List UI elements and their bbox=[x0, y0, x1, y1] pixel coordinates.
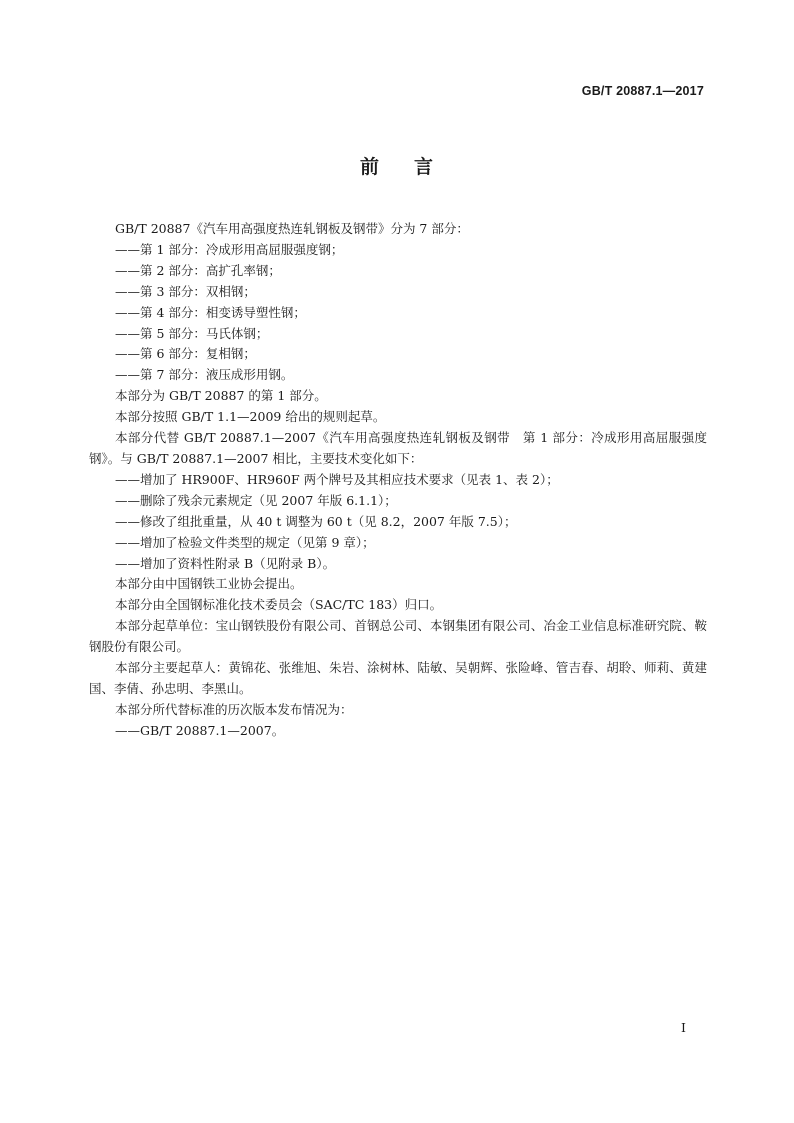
standard-code-header: GB/T 20887.1—2017 bbox=[581, 84, 704, 98]
list-item-change-3: ——修改了组批重量，从 40 t 调整为 60 t（见 8.2，2007 年版 7.5）； bbox=[115, 513, 517, 529]
page-title-char-1: 前 bbox=[359, 156, 380, 178]
page-title bbox=[0, 152, 794, 179]
list-item-change-1: ——增加了 HR900F、HR960F 两个牌号及其相应技术要求（见表 1、表 2）； bbox=[115, 471, 559, 487]
paragraph-part-statement: 本部分为 GB/T 20887 的第 1 部分。 bbox=[115, 388, 327, 404]
list-item-change-4: ——增加了检验文件类型的规定（见第 9 章）； bbox=[115, 534, 375, 550]
list-item-part-1: ——第 1 部分：冷成形用高屈服强度钢； bbox=[115, 241, 344, 257]
paragraph-replacement: 本部分代替 GB/T 20887.1—2007《汽车用高强度热连轧钢板及钢带 第 1 部分：冷成形用高屈服强度钢》。与 GB/T 20887.1—2007 相比，主要技术变化如下： bbox=[89, 430, 707, 466]
paragraph-intro: GB/T 20887《汽车用高强度热连轧钢板及钢带》分为 7 部分： bbox=[115, 221, 469, 236]
list-item-history-1: ——GB/T 20887.1—2007。 bbox=[115, 722, 285, 738]
list-item-part-5: ——第 5 部分：马氏体钢； bbox=[115, 325, 269, 341]
paragraph-drafting-units: 本部分起草单位：宝山钢铁股份有限公司、首钢总公司、本钢集团有限公司、冶金工业信息标准研究院、鞍钢股份有限公司。 bbox=[89, 618, 707, 655]
list-item-part-7: ——第 7 部分：液压成形用钢。 bbox=[115, 367, 294, 383]
list-item-part-4: ——第 4 部分：相变诱导塑性钢； bbox=[115, 304, 306, 320]
foreword-body bbox=[89, 219, 707, 742]
list-item-part-6: ——第 6 部分：复相钢； bbox=[115, 346, 256, 362]
paragraph-history-intro: 本部分所代替标准的历次版本发布情况为： bbox=[115, 701, 353, 717]
paragraph-drafting-rules: 本部分按照 GB/T 1.1—2009 给出的规则起草。 bbox=[115, 409, 386, 425]
paragraph-drafters: 本部分主要起草人：黄锦花、张维旭、朱岩、涂树林、陆敏、吴朝辉、张险峰、管吉春、胡聆、师莉、黄建国、李倩、孙忠明、李黑山。 bbox=[89, 660, 707, 696]
paragraph-proposed-by: 本部分由中国钢铁工业协会提出。 bbox=[115, 576, 303, 592]
page-title-char-2: 言 bbox=[414, 156, 435, 178]
page-number: I bbox=[681, 1020, 686, 1035]
list-item-part-2: ——第 2 部分：高扩孔率钢； bbox=[115, 262, 281, 278]
list-item-part-3: ——第 3 部分：双相钢； bbox=[115, 283, 256, 299]
paragraph-centralized-by: 本部分由全国钢标准化技术委员会（SAC/TC 183）归口。 bbox=[115, 597, 443, 613]
list-item-change-2: ——删除了残余元素规定（见 2007 年版 6.1.1）； bbox=[115, 492, 397, 508]
list-item-change-5: ——增加了资料性附录 B（见附录 B）。 bbox=[115, 555, 336, 571]
